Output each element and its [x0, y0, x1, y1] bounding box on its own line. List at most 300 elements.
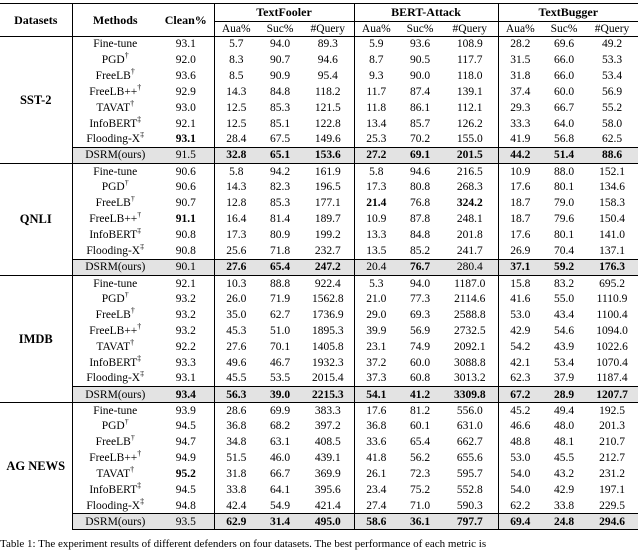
metric-cell: 14.3 [226, 85, 247, 98]
clean-accuracy-cell: 93.6 [158, 68, 214, 84]
metric-cell: 37.2 [366, 356, 387, 369]
method-superscript: ‡ [137, 227, 142, 236]
method-cell [72, 260, 158, 276]
metric-cell: 77.3 [409, 293, 431, 306]
metric-cell: 85.2 [409, 245, 431, 258]
metric-cell: 45.2 [498, 403, 542, 419]
method-name: TAVAT [96, 340, 131, 353]
metric-cell: 81.2 [398, 403, 442, 419]
method-superscript: † [124, 291, 129, 300]
metric-cell: 53.5 [269, 372, 291, 385]
method-superscript: † [137, 323, 142, 332]
metric-cell: 556.0 [442, 403, 498, 419]
metric-cell: 80.1 [553, 181, 575, 194]
method-name: DSRM(ours) [85, 261, 146, 274]
method-name: PGD [101, 420, 125, 433]
metric-cell: 46.6 [510, 420, 531, 433]
metric-cell: 36.8 [226, 420, 247, 433]
metric-cell: 75.2 [409, 483, 431, 496]
method-cell [72, 339, 158, 355]
metric-cell: 71.0 [409, 499, 431, 512]
metric-cell: 150.4 [599, 213, 625, 226]
metric-cell: 5.8 [214, 164, 258, 180]
metric-cell: 134.6 [599, 181, 625, 194]
method-superscript: ‡ [140, 370, 145, 379]
metric-cell: 2732.5 [442, 323, 498, 339]
clean-accuracy-cell: 92.1 [158, 116, 214, 132]
metric-cell: 199.2 [302, 228, 354, 244]
metric-cell: 10.9 [498, 164, 542, 180]
metric-cell: 54.0 [510, 468, 531, 481]
metric-cell: 86.1 [409, 101, 431, 114]
metric-cell: 1070.4 [596, 356, 628, 369]
metric-cell: 201.3 [599, 420, 625, 433]
clean-accuracy-cell: 92.1 [158, 276, 214, 292]
metric-cell: 26.0 [226, 293, 247, 306]
table-row [0, 68, 638, 84]
metric-cell: 662.7 [442, 435, 498, 451]
metric-cell: 17.3 [366, 181, 387, 194]
metric-cell: 94.2 [258, 164, 302, 180]
method-name: Fine-tune [93, 165, 138, 178]
metric-cell: 70.4 [553, 245, 575, 258]
metric-cell: 1100.4 [596, 309, 628, 322]
metric-cell: 58.6 [354, 514, 398, 530]
table-row [0, 387, 638, 403]
metric-cell: 62.2 [510, 499, 531, 512]
metric-cell: 27.4 [366, 499, 387, 512]
metric-cell: 83.2 [542, 276, 586, 292]
metric-cell: 1932.3 [302, 355, 354, 371]
metric-cell: 139.1 [442, 84, 498, 100]
metric-cell: 37.9 [553, 372, 575, 385]
clean-accuracy-cell: 94.9 [158, 450, 214, 466]
metric-cell: 76.7 [398, 260, 442, 276]
metric-cell: 17.6 [354, 403, 398, 419]
method-name: FreeLB++ [89, 213, 138, 226]
method-cell [72, 466, 158, 482]
table-row [0, 419, 638, 435]
metric-cell: 13.5 [366, 245, 387, 258]
method-superscript: † [130, 195, 135, 204]
metric-cell: 65.1 [258, 148, 302, 164]
method-name: FreeLB [95, 70, 131, 83]
metric-cell: 20.4 [354, 260, 398, 276]
metric-cell: 76.8 [409, 197, 431, 210]
metric-cell: 922.4 [302, 276, 354, 292]
table-row [0, 403, 638, 419]
method-superscript: † [130, 434, 135, 443]
metric-cell: 85.3 [269, 101, 291, 114]
metric-header: Aua% [505, 22, 535, 35]
metric-cell: 56.8 [553, 133, 575, 146]
metric-cell: 2092.1 [442, 339, 498, 355]
metric-cell: 1405.8 [302, 339, 354, 355]
metric-cell: 1895.3 [302, 323, 354, 339]
metric-cell: 43.2 [553, 468, 575, 481]
method-superscript: † [137, 450, 142, 459]
method-superscript: † [137, 211, 142, 220]
method-superscript: † [130, 339, 135, 348]
method-name: PGD [101, 293, 125, 306]
methods-header: Methods [92, 12, 138, 27]
method-superscript: † [130, 68, 135, 77]
metric-cell: 65.4 [258, 260, 302, 276]
metric-cell: 26.9 [510, 245, 531, 258]
metric-cell: 90.7 [269, 54, 291, 67]
metric-cell: 69.4 [498, 514, 542, 530]
metric-cell: 2215.3 [302, 387, 354, 403]
metric-cell: 9.3 [369, 70, 384, 83]
table-row [0, 212, 638, 228]
clean-accuracy-cell: 94.8 [158, 498, 214, 514]
metric-cell: 3088.8 [442, 355, 498, 371]
clean-accuracy-cell: 93.4 [158, 387, 214, 403]
method-superscript: ‡ [137, 482, 142, 491]
table-row [0, 371, 638, 387]
metric-cell: 631.0 [442, 419, 498, 435]
metric-cell: 41.2 [398, 387, 442, 403]
metric-cell: 87.4 [409, 85, 431, 98]
method-cell [72, 292, 158, 308]
metric-cell: 421.4 [302, 498, 354, 514]
method-cell [72, 307, 158, 323]
metric-cell: 55.2 [601, 101, 623, 114]
metric-cell: 56.9 [409, 325, 431, 338]
method-cell [72, 244, 158, 260]
table-row [0, 196, 638, 212]
metric-cell: 797.7 [442, 514, 498, 530]
metric-cell: 17.6 [510, 181, 531, 194]
metric-cell: 595.7 [442, 466, 498, 482]
metric-cell: 31.4 [258, 514, 302, 530]
metric-cell: 126.2 [442, 116, 498, 132]
clean-accuracy-cell: 90.7 [158, 196, 214, 212]
method-name: Flooding-X [86, 133, 141, 146]
clean-accuracy-cell: 91.1 [158, 212, 214, 228]
method-cell [72, 419, 158, 435]
metric-cell: 117.7 [442, 52, 498, 68]
metric-cell: 1187.4 [596, 372, 628, 385]
metric-cell: 94.0 [398, 276, 442, 292]
metric-cell: 21.0 [366, 293, 387, 306]
metric-cell: 210.7 [599, 436, 625, 449]
method-cell [72, 355, 158, 371]
metric-cell: 71.9 [269, 293, 291, 306]
metric-cell: 79.0 [553, 197, 575, 210]
method-superscript: † [124, 418, 129, 427]
method-cell [72, 482, 158, 498]
method-cell [72, 276, 158, 292]
table-row [0, 450, 638, 466]
method-superscript: ‡ [140, 243, 145, 252]
metric-cell: 16.4 [226, 213, 247, 226]
method-cell [72, 180, 158, 196]
metric-cell: 324.2 [442, 196, 498, 212]
metric-cell: 37.4 [510, 85, 531, 98]
method-cell [72, 228, 158, 244]
metric-cell: 42.4 [226, 499, 247, 512]
metric-cell: 54.2 [510, 340, 531, 353]
metric-cell: 201.8 [442, 228, 498, 244]
metric-cell: 17.6 [510, 229, 531, 242]
metric-cell: 29.3 [510, 101, 531, 114]
metric-cell: 26.1 [366, 468, 387, 481]
metric-cell: 3013.2 [442, 371, 498, 387]
method-cell [72, 37, 158, 53]
metric-cell: 8.3 [229, 54, 244, 67]
results-table [0, 3, 638, 530]
clean-accuracy-cell: 90.6 [158, 164, 214, 180]
metric-cell: 36.8 [366, 420, 387, 433]
clean-accuracy-cell: 94.5 [158, 482, 214, 498]
attack-header-bert-attack: BERT-Attack [354, 4, 498, 22]
metric-cell: 53.4 [601, 70, 623, 83]
metric-cell: 80.1 [553, 229, 575, 242]
clean-accuracy-cell: 90.8 [158, 244, 214, 260]
metric-cell: 27.6 [226, 340, 247, 353]
method-cell [72, 435, 158, 451]
metric-cell: 54.9 [269, 499, 291, 512]
metric-cell: 395.6 [302, 482, 354, 498]
clean-accuracy-cell: 90.1 [158, 260, 214, 276]
clean-accuracy-cell: 93.9 [158, 403, 214, 419]
method-cell [72, 403, 158, 419]
metric-cell: 46.0 [269, 452, 291, 465]
metric-header: Aua% [221, 22, 251, 35]
method-name: InfoBERT [89, 483, 138, 496]
clean-accuracy-cell: 91.5 [158, 148, 214, 164]
method-name: DSRM(ours) [85, 515, 146, 528]
metric-cell: 25.6 [226, 245, 247, 258]
method-name: TAVAT [96, 101, 131, 114]
method-superscript: † [130, 466, 135, 475]
metric-cell: 51.4 [542, 148, 586, 164]
metric-cell: 11.7 [366, 85, 387, 98]
table-row [0, 355, 638, 371]
metric-cell: 41.8 [366, 452, 387, 465]
metric-cell: 93.6 [398, 37, 442, 53]
metric-cell: 137.1 [599, 245, 625, 258]
metric-cell: 13.3 [366, 229, 387, 242]
metric-cell: 69.1 [398, 148, 442, 164]
clean-accuracy-cell: 95.2 [158, 466, 214, 482]
metric-cell: 45.5 [553, 452, 575, 465]
clean-accuracy-cell: 93.2 [158, 323, 214, 339]
metric-cell: 72.3 [409, 468, 431, 481]
clean-accuracy-cell: 92.2 [158, 339, 214, 355]
method-cell [72, 132, 158, 148]
metric-cell: 53.0 [510, 309, 531, 322]
method-name: FreeLB++ [89, 85, 138, 98]
metric-cell: 231.2 [599, 468, 625, 481]
metric-cell: 62.5 [601, 133, 623, 146]
metric-cell: 12.8 [226, 197, 247, 210]
metric-cell: 1207.7 [586, 387, 638, 403]
metric-cell: 94.0 [258, 37, 302, 53]
metric-header: Suc% [266, 22, 294, 35]
method-superscript: † [137, 84, 142, 93]
metric-cell: 90.5 [409, 54, 431, 67]
metric-cell: 42.9 [510, 325, 531, 338]
method-cell [72, 196, 158, 212]
method-name: PGD [101, 181, 125, 194]
metric-cell: 196.5 [302, 180, 354, 196]
metric-cell: 60.0 [409, 356, 431, 369]
table-row [0, 180, 638, 196]
clean-accuracy-cell: 93.0 [158, 100, 214, 116]
method-cell [72, 323, 158, 339]
metric-cell: 153.6 [302, 148, 354, 164]
metric-cell: 88.6 [586, 148, 638, 164]
table-row [0, 514, 638, 530]
metric-cell: 2015.4 [302, 371, 354, 387]
metric-cell: 88.0 [542, 164, 586, 180]
metric-cell: 31.8 [510, 70, 531, 83]
table-row [0, 164, 638, 180]
metric-cell: 43.4 [553, 309, 575, 322]
metric-cell: 33.6 [366, 436, 387, 449]
metric-cell: 90.0 [409, 70, 431, 83]
metric-cell: 48.0 [553, 420, 575, 433]
attack-header-textfooler: TextFooler [214, 4, 354, 22]
metric-cell: 60.0 [553, 85, 575, 98]
metric-cell: 56.2 [409, 452, 431, 465]
method-cell [72, 387, 158, 403]
table-row [0, 435, 638, 451]
table-row [0, 244, 638, 260]
metric-cell: 60.1 [409, 420, 431, 433]
metric-cell: 94.6 [302, 52, 354, 68]
method-cell [72, 514, 158, 530]
metric-cell: 42.9 [553, 483, 575, 496]
metric-header: Aua% [361, 22, 391, 35]
metric-cell: 5.8 [354, 164, 398, 180]
metric-cell: 408.5 [302, 435, 354, 451]
metric-cell: 41.6 [510, 293, 531, 306]
metric-cell: 383.3 [302, 403, 354, 419]
metric-cell: 1110.9 [596, 293, 628, 306]
metric-cell: 229.5 [599, 499, 625, 512]
metric-cell: 189.7 [302, 212, 354, 228]
metric-cell: 197.1 [599, 483, 625, 496]
metric-cell: 590.3 [442, 498, 498, 514]
method-cell [72, 100, 158, 116]
datasets-header: Datasets [0, 4, 72, 37]
clean-accuracy-cell: 90.8 [158, 228, 214, 244]
metric-cell: 84.8 [269, 85, 291, 98]
metric-cell: 90.9 [269, 70, 291, 83]
metric-cell: 64.1 [269, 483, 291, 496]
metric-cell: 177.1 [302, 196, 354, 212]
metric-cell: 31.5 [510, 54, 531, 67]
metric-cell: 158.3 [599, 197, 625, 210]
metric-cell: 122.8 [302, 116, 354, 132]
metric-cell: 36.1 [398, 514, 442, 530]
metric-cell: 192.5 [586, 403, 638, 419]
metric-cell: 85.3 [269, 197, 291, 210]
metric-cell: 70.2 [409, 133, 431, 146]
metric-cell: 294.6 [586, 514, 638, 530]
metric-cell: 13.4 [366, 117, 387, 130]
metric-cell: 60.8 [409, 372, 431, 385]
method-name: FreeLB [95, 309, 131, 322]
metric-cell: 28.4 [226, 133, 247, 146]
dataset-label: AG NEWS [0, 403, 72, 530]
table-row [0, 482, 638, 498]
metric-cell: 49.2 [586, 37, 638, 53]
metric-cell: 69.9 [258, 403, 302, 419]
metric-cell: 49.4 [542, 403, 586, 419]
clean-accuracy-cell: 93.1 [158, 37, 214, 53]
metric-cell: 248.1 [442, 212, 498, 228]
dataset-label: QNLI [0, 164, 72, 276]
metric-cell: 43.9 [553, 340, 575, 353]
method-name: FreeLB [95, 436, 131, 449]
metric-cell: 12.5 [226, 101, 247, 114]
metric-cell: 55.0 [553, 293, 575, 306]
metric-cell: 108.9 [442, 37, 498, 53]
metric-cell: 18.7 [510, 197, 531, 210]
metric-cell: 95.4 [302, 68, 354, 84]
table-row [0, 466, 638, 482]
table-row [0, 339, 638, 355]
metric-cell: 63.1 [269, 436, 291, 449]
method-cell [72, 164, 158, 180]
method-name: PGD [101, 54, 125, 67]
clean-accuracy-cell: 93.1 [158, 371, 214, 387]
metric-cell: 23.4 [366, 483, 387, 496]
clean-accuracy-cell: 94.7 [158, 435, 214, 451]
metric-cell: 1022.6 [596, 340, 628, 353]
metric-cell: 8.5 [229, 70, 244, 83]
metric-cell: 62.7 [269, 309, 291, 322]
metric-cell: 64.0 [553, 117, 575, 130]
metric-cell: 212.7 [599, 452, 625, 465]
method-superscript: † [130, 100, 135, 108]
metric-cell: 21.4 [366, 197, 387, 210]
metric-cell: 161.9 [302, 164, 354, 180]
table-row [0, 228, 638, 244]
metric-cell: 11.8 [366, 101, 387, 114]
metric-cell: 232.7 [302, 244, 354, 260]
metric-cell: 23.1 [366, 340, 387, 353]
clean-accuracy-cell: 92.9 [158, 84, 214, 100]
metric-cell: 69.3 [409, 309, 431, 322]
metric-cell: 14.3 [226, 181, 247, 194]
metric-cell: 53.0 [510, 452, 531, 465]
method-superscript: ‡ [140, 498, 145, 506]
metric-header: #Query [594, 22, 630, 35]
metric-cell: 37.3 [366, 372, 387, 385]
method-name: Flooding-X [86, 499, 141, 512]
method-cell [72, 498, 158, 514]
clean-header: Clean% [158, 4, 214, 37]
table-row [0, 84, 638, 100]
metric-cell: 1562.8 [302, 292, 354, 308]
clean-accuracy-cell: 93.1 [158, 132, 214, 148]
metric-cell: 44.2 [498, 148, 542, 164]
header-row-1 [0, 4, 638, 22]
metric-cell: 42.1 [510, 356, 531, 369]
clean-accuracy-cell: 93.2 [158, 307, 214, 323]
metric-cell: 54.0 [510, 483, 531, 496]
method-superscript: ‡ [137, 115, 142, 124]
metric-cell: 12.5 [226, 117, 247, 130]
method-name: Flooding-X [86, 245, 141, 258]
metric-cell: 81.4 [269, 213, 291, 226]
metric-cell: 32.8 [214, 148, 258, 164]
